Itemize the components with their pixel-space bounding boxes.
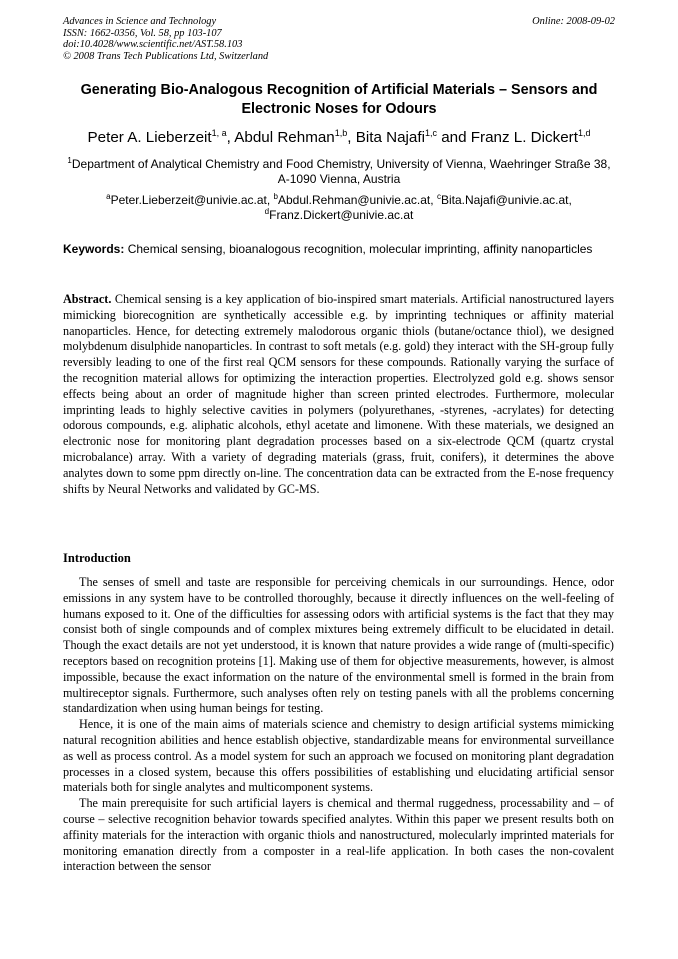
author-affil-sup: 1,b [334, 128, 348, 138]
author-name: Franz L. Dickert [470, 129, 578, 146]
email-link[interactable]: Peter.Lieberzeit@univie.ac.at [110, 193, 267, 207]
copyright: © 2008 Trans Tech Publications Ltd, Switzerland [63, 50, 269, 62]
email-list: $^a$Peter.Lieberzeit@univie.ac.at, $^b$Abdul.Rehman@univie.ac.at, $^c$Bita.Najafi@univie.ac.at, $^d$Franz.Dickert@univie.ac.at [106, 192, 572, 222]
paragraph: Hence, it is one of the main aims of materials science and chemistry to design artificial systems mimicking natural recognition abilities and hence establish objective, standardizable means for environmental surveillance as well as process control. As a model system for such an approach we focused on monitoring plant degradation processes in a closed system, because this offers possibilities of establishing und elucidating artificial sensor materials both for single analytes and multicomponent systems. [63, 717, 614, 795]
journal-name: Advances in Science and Technology [63, 16, 217, 27]
abstract-label: Abstract. [63, 292, 112, 306]
author-separator: and [436, 129, 471, 146]
paper-title: Generating Bio-Analogous Recognition of Artificial Materials – Sensors and Electronic Noses for Odours [80, 82, 598, 117]
author-affil-sup: 1,c [424, 128, 437, 138]
affiliation-sup: 1 [67, 156, 72, 165]
email-sup: d [264, 206, 270, 216]
author-list [40, 128, 638, 148]
email-sup: b [273, 192, 278, 201]
introduction-heading: Introduction [63, 551, 131, 565]
issn: ISSN: 1662-0356, Vol. 58, pp 103-107 [63, 27, 222, 39]
author-separator: , [347, 129, 356, 146]
author-name: Bita Najafi [355, 129, 425, 146]
paragraph: The senses of smell and taste are responsible for perceiving chemicals in our surroundings. Hence, odor emissions in any system have to be controlled thoroughly, because it directly influences on the well-feeling of humans exposed to it. One of the difficulties for assessing odors with artificial systems is the fact that they may consist both of single compounds and of complex mixtures being extremely difficult to be elucidated in detail. Though the exact details are not yet understood, it is known that nature provides a wide range of (multi-specific) receptors based on recognition proteins [1]. Making use of them for objective measurements, however, is almost impossible, because the exact information on the nature of the environmental smell is formed in the brain from multireceptor signals. Furthermore, such analyses often rely on testing panels with all the problems concerning standardization when using human beings for testing. [63, 575, 614, 716]
email-sup: a [106, 192, 111, 201]
introduction-body [63, 575, 614, 875]
author-separator: , [226, 129, 235, 146]
email-link[interactable]: Abdul.Rehman@univie.ac.at [277, 193, 431, 207]
email-link[interactable]: Bita.Najafi@univie.ac.at [440, 193, 569, 207]
online-date: Online: 2008-09-02 [532, 16, 615, 27]
keywords-label: Keywords: [63, 242, 125, 256]
author-name: Peter A. Lieberzeit [87, 129, 212, 146]
email-sup: c [436, 192, 441, 201]
affiliation-text: Department of Analytical Chemistry and Food Chemistry, University of Vienna, Waehringer Straße 38, A-1090 Vienna, Austria [71, 157, 611, 186]
journal-header [63, 16, 268, 62]
author-name: Abdul Rehman [234, 129, 335, 146]
doi: doi:10.4028/www.scientific.net/AST.58.103 [63, 39, 243, 51]
keywords-text: Chemical sensing, bioanalogous recognition, molecular imprinting, affinity nanoparticles [127, 242, 593, 256]
affiliation [63, 157, 615, 187]
keywords [63, 241, 614, 257]
email-link[interactable]: Franz.Dickert@univie.ac.at [269, 207, 414, 222]
author-affil-sup: 1,d [577, 128, 591, 138]
abstract-text: Chemical sensing is a key application of bio-inspired smart materials. Artificial nanostructured layers mimicking biorecognition are synthetically accessible e.g. by imprinting techniques or affinity material nanoparticles. Hence, for detecting extremely malodorous organic thiols (butane/octance thiol), we designed molybdenum disulphide nanoparticles. In contrast to soft metals (e.g. gold) they interact with the SH-group fully reversibly leading to one of the first real QCM sensors for these compounds. Rationally varying the surface of the recognition material allows for optimizing the interaction properties. Electrolyzed gold e.g. shows sensor effects being about an order of magnitude higher than screen printed electrodes. Furthermore, molecular imprinting leads to highly selective cavities in polymers (polyurethanes, -styrenes, -acrylates) for detecting odorous compounds, e.g. aliphatic alcohols, ethyl acetate and limonene. With these materials, we designed an electronic nose for monitoring plant degradation processes based on a six-electrode QCM (quartz crystal microbalance) array. With a variety of degrading materials (grass, fruit, conifers), it determines the above analytes down to some ppm directly on-line. The concentration data can be extracted from the E-nose frequency shifts by Neural Networks and validated by GC-MS. [63, 292, 614, 496]
author-affil-sup: 1, a [211, 128, 227, 138]
abstract [63, 292, 614, 497]
paragraph: The main prerequisite for such artificial layers is chemical and thermal ruggedness, processability and – of course – selective recognition behavior towards specified analytes. Within this paper we present results both on affinity materials for the interaction with organic thiols and nanostructured, molecularly imprinted materials for monitoring emanation directly from a composter in a real-life application. In both cases the non-covalent interaction between the sensor [63, 796, 614, 874]
